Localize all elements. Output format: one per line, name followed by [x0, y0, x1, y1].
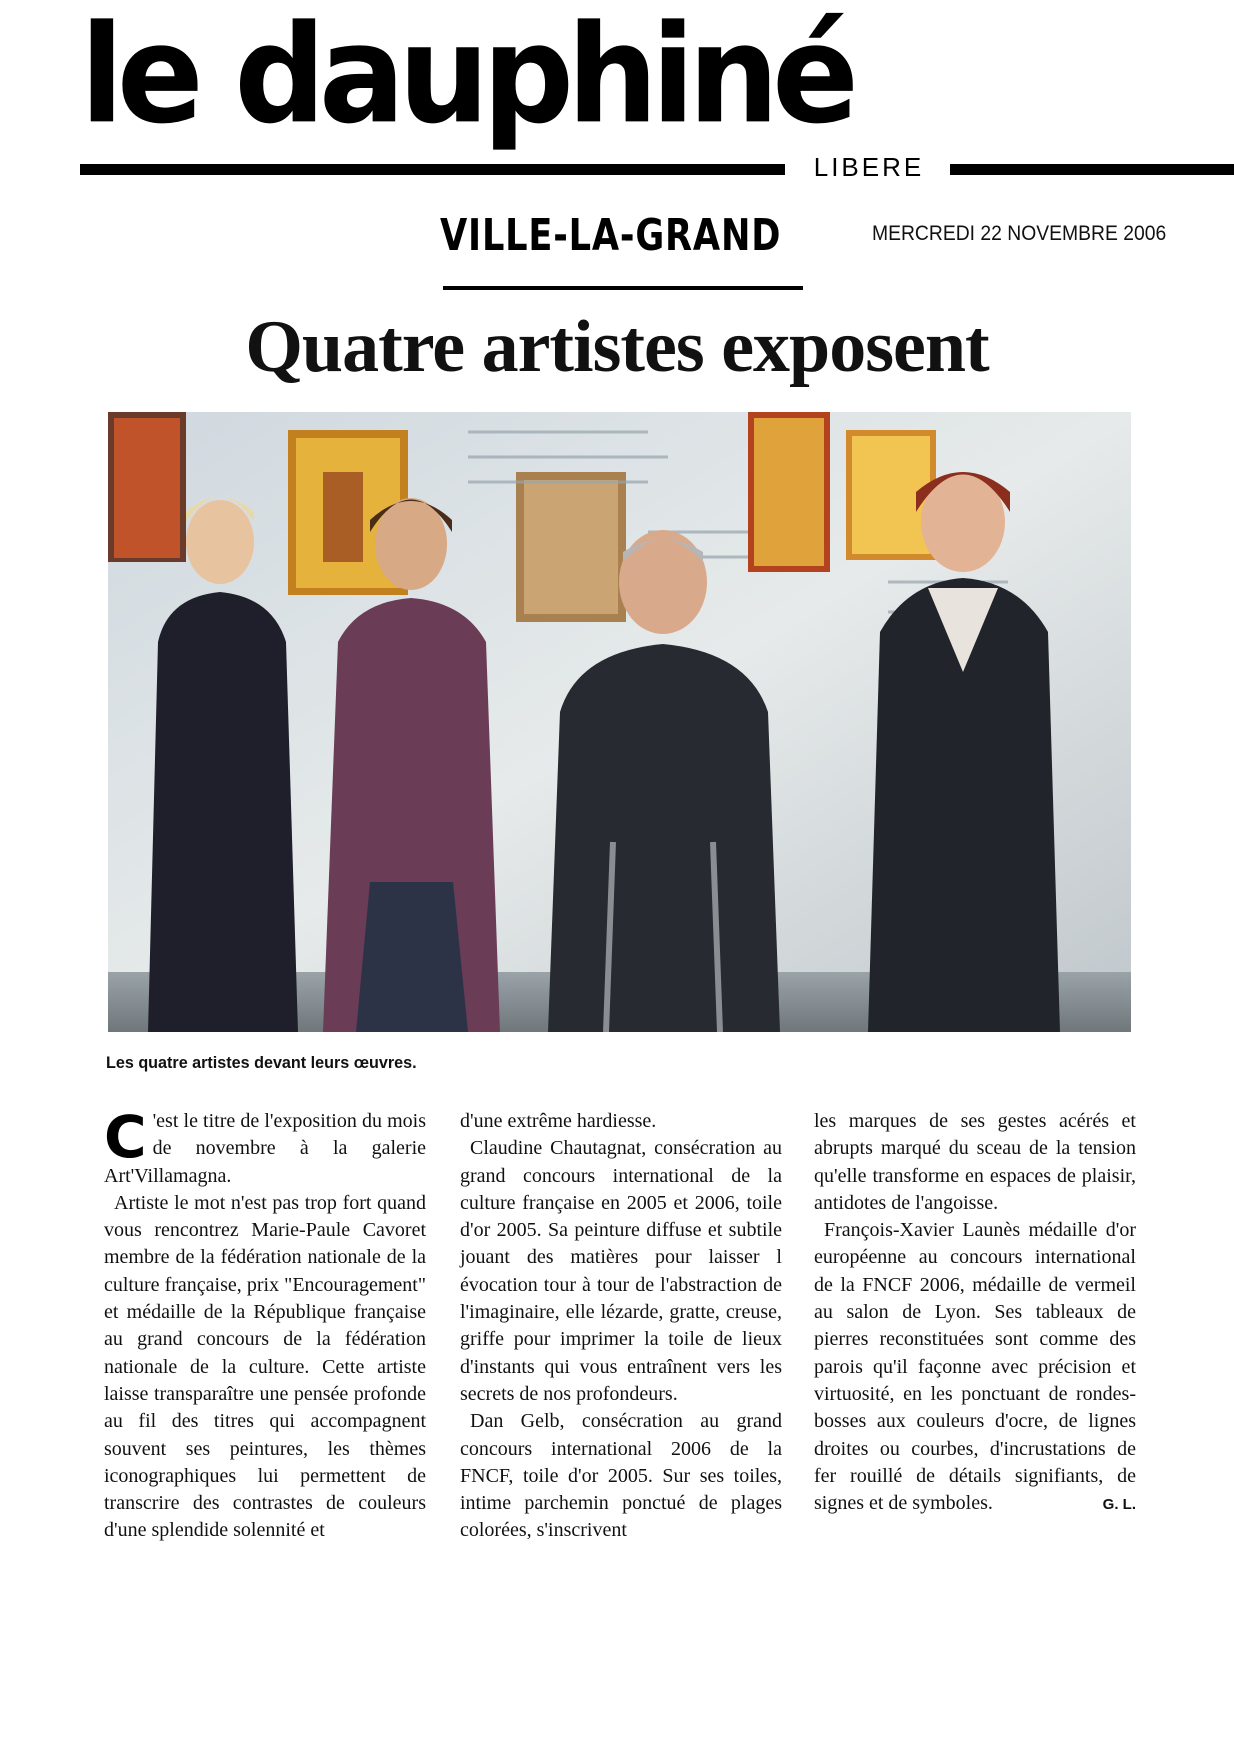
- article-paragraph: d'une extrême hardiesse.: [460, 1110, 657, 1132]
- article-paragraph: Dan Gelb, consécration au grand concours international 2006 de la FNCF, toile d'or 2005. Sur ses toiles, intime parchemin ponctué de plages colorées, s'inscrivent: [460, 1410, 782, 1542]
- article-paragraph: [104, 1103, 426, 1190]
- publication-date: MERCREDI 22 NOVEMBRE 2006: [872, 222, 1167, 245]
- drop-cap: C: [104, 1103, 147, 1171]
- paragraph-text: 'est le titre de l'exposition du mois de novembre à la galerie Art'Villamagna.: [104, 1110, 426, 1187]
- photo-illustration: [108, 412, 1131, 1032]
- article-paragraph: François-Xavier Launès médaille d'or européenne au concours international de la FNCF 2006, médaille de vermeil au salon de Lyon. Ses tableaux de pierres reconstituées sont comme des parois qu'il façonne avec précision et virtuosité, en les ponctuant de rondes-bosses aux couleurs d'ocre, de lignes droites ou courbes, d'incrustations de fer rouillé de détails signifiants, de signes et de symboles.: [814, 1219, 1136, 1515]
- photo-caption: Les quatre artistes devant leurs œuvres.: [106, 1053, 417, 1072]
- section-underline: [443, 286, 803, 290]
- article-paragraph: Artiste le mot n'est pas trop fort quand vous rencontrez Marie-Paule Cavoret membre de la fédération nationale de la culture française, prix "Encouragement" et médaille de la République française au grand concours de la fédération nationale de la culture. Cette artiste laisse transparaître une pensée profonde au fil des titres qui accompagnent souvent ses peintures, les thèmes iconographiques lui permettent de transcrire des contrastes de couleurs d'une splendide solennité et: [104, 1191, 426, 1542]
- section-title: VILLE-LA-GRAND: [440, 210, 782, 261]
- article-paragraph: les marques de ses gestes acérés et abrupts marqué du sceau de la tension qu'elle transforme en espaces de plaisir, antidotes de l'angoisse.: [814, 1110, 1136, 1214]
- article-column-1: [104, 1103, 426, 1545]
- article-paragraph: Claudine Chautagnat, consécration au grand concours international de la culture française en 2005 et 2006, toile d'or 2005. Sa peinture diffuse et subtile jouant des matières pour laisser l évocation tour à tour de l'abstraction de l'imaginaire, elle lézarde, gratte, creuse, griffe pour imprimer la toile de lieux d'instants qui vous entraînent vers les secrets de nos profondeurs.: [460, 1137, 782, 1405]
- headline: Quatre artistes exposent: [245, 306, 989, 388]
- masthead: [80, 0, 1170, 182]
- article-column-3: [814, 1108, 1136, 1519]
- newspaper-logo: le dauphiné: [80, 0, 852, 155]
- article-column-2: [460, 1108, 782, 1545]
- author-signature: G. L.: [1102, 1496, 1136, 1514]
- article-photo: [108, 412, 1131, 1032]
- masthead-rule-left: [80, 164, 785, 175]
- masthead-rule-right: [950, 164, 1234, 175]
- masthead-subtitle: LIBERE: [813, 152, 925, 182]
